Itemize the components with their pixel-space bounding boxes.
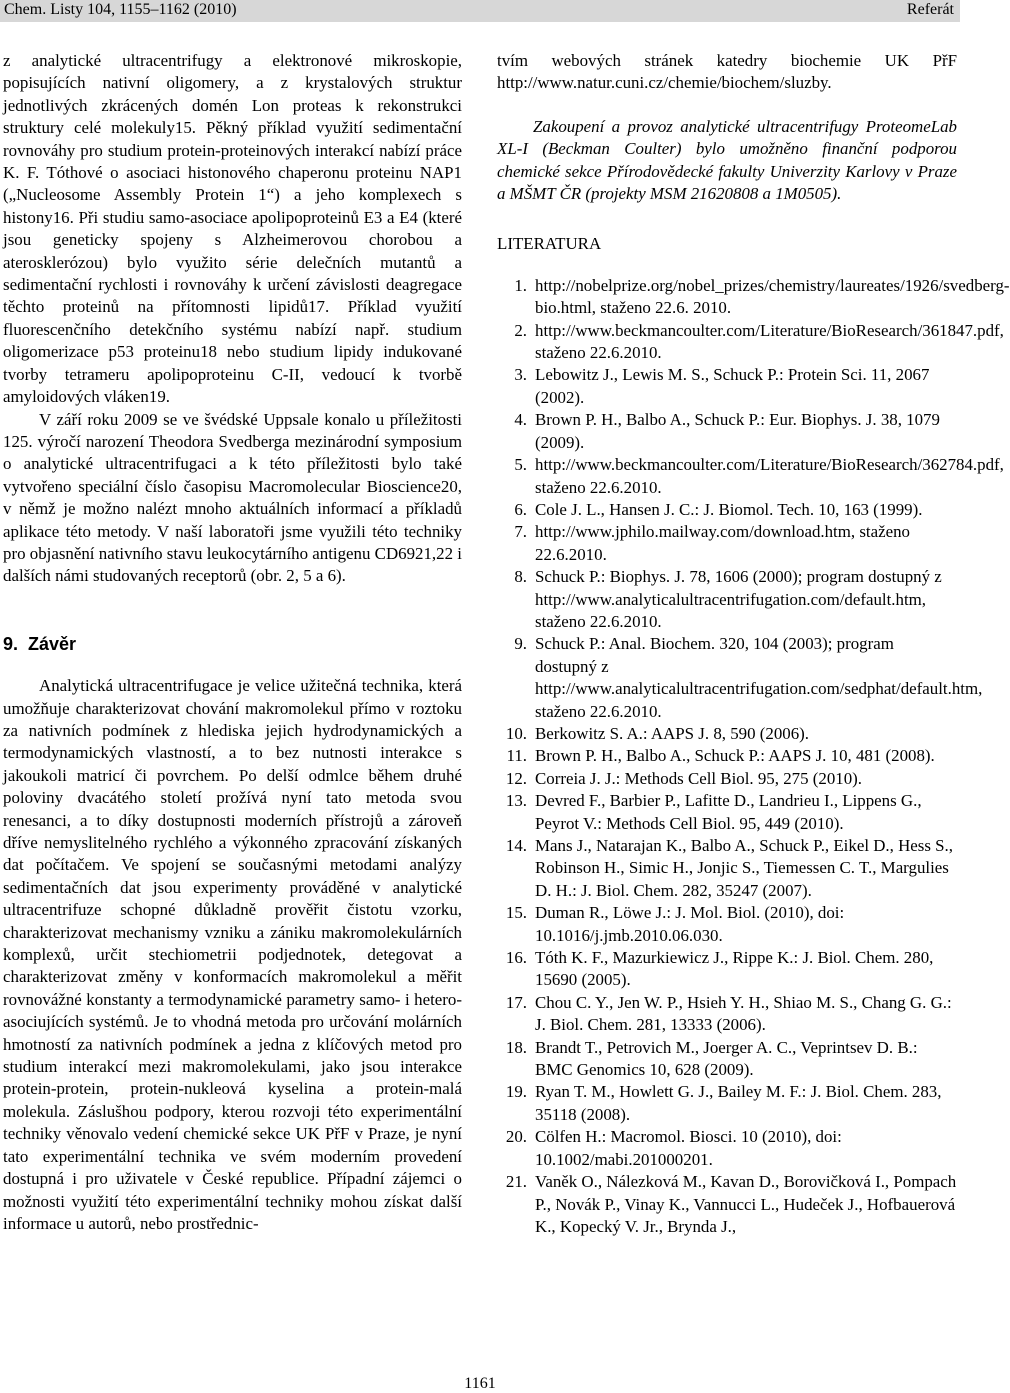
reference-number: 17. bbox=[505, 992, 527, 1012]
literature-heading: LITERATURA bbox=[497, 234, 602, 254]
reference-text: http://www.beckmancoulter.com/Literature/BioResearch/362784.pdf, staženo 22.6.2010. bbox=[535, 455, 1004, 497]
reference-text: Ryan T. M., Howlett G. J., Bailey M. F.: J. Biol. Chem. 283, 35118 (2008). bbox=[535, 1082, 942, 1124]
reference-number: 9. bbox=[514, 634, 527, 654]
reference-text: Brandt T., Petrovich M., Joerger A. C., Veprintsev D. B.: BMC Genomics 10, 628 (2009). bbox=[535, 1037, 918, 1080]
reference-text: Cole J. L., Hansen J. C.: J. Biomol. Tech. 10, 163 (1999). bbox=[535, 499, 923, 519]
reference-item bbox=[497, 1126, 957, 1171]
running-header bbox=[0, 0, 960, 22]
section-number: 9. bbox=[3, 633, 19, 654]
reference-item bbox=[497, 633, 983, 723]
reference-text: Brown P. H., Balbo A., Schuck P.: AAPS J. 10, 481 (2008). bbox=[535, 746, 935, 766]
reference-item bbox=[497, 364, 957, 409]
reference-number: 2. bbox=[514, 320, 527, 340]
reference-number: 18. bbox=[505, 1037, 527, 1057]
reference-text: Duman R., Löwe J.: J. Mol. Biol. (2010), doi: 10.1016/j.jmb.2010.06.030. bbox=[535, 903, 845, 945]
reference-text: Cölfen H.: Macromol. Biosci. 10 (2010), doi: 10.1002/mabi.201000201. bbox=[535, 1127, 842, 1169]
reference-item bbox=[497, 521, 957, 566]
reference-number: 7. bbox=[514, 522, 527, 542]
left-column bbox=[3, 50, 462, 1235]
reference-text: Schuck P.: Biophys. J. 78, 1606 (2000); program dostupný z http://www.analyticalultracentrifugation.com/default.htm, staženo 22.6.2010. bbox=[535, 567, 942, 631]
reference-text: Mans J., Natarajan K., Balbo A., Schuck P., Eikel D., Hess S., Robinson H., Simic H., Jonjic S., Tiemessen C. T., Margulies D. H.: J. Biol. Chem. 282, 35247 (2007). bbox=[535, 836, 954, 900]
reference-text: Vaněk O., Nálezková M., Kavan D., Borovičková I., Pompach P., Novák P., Vinay K., Vannucci L., Hudeček J., Hofbauerová K., Kopecký V. Jr., Brynda J., bbox=[535, 1172, 957, 1236]
reference-number: 11. bbox=[506, 746, 527, 766]
reference-item bbox=[497, 835, 957, 902]
reference-item bbox=[497, 1081, 957, 1126]
reference-text: Correia J. J.: Methods Cell Biol. 95, 275 (2010). bbox=[535, 768, 863, 788]
reference-number: 6. bbox=[514, 499, 527, 519]
reference-item bbox=[497, 320, 1004, 365]
reference-number: 15. bbox=[505, 903, 527, 923]
section-label: Referát bbox=[906, 1, 954, 18]
reference-item bbox=[497, 790, 957, 835]
reference-text: Berkowitz S. A.: AAPS J. 8, 590 (2006). bbox=[535, 723, 810, 743]
reference-number: 16. bbox=[505, 948, 527, 968]
reference-list bbox=[497, 275, 1010, 1238]
reference-item bbox=[497, 566, 957, 633]
paragraph-continuation: tvím webových stránek katedry biochemie UK PřF http://www.natur.cuni.cz/chemie/biochem/sluzby. bbox=[497, 51, 957, 93]
reference-text: Tóth K. F., Mazurkiewicz J., Rippe K.: J. Biol. Chem. 280, 15690 (2005). bbox=[535, 948, 934, 990]
reference-number: 10. bbox=[505, 723, 527, 743]
reference-text: http://www.jphilo.mailway.com/download.htm, staženo 22.6.2010. bbox=[535, 522, 910, 564]
reference-item bbox=[497, 275, 1010, 320]
reference-number: 8. bbox=[514, 567, 527, 587]
reference-item bbox=[497, 1171, 957, 1238]
reference-number: 14. bbox=[505, 836, 527, 855]
reference-text: Brown P. H., Balbo A., Schuck P.: Eur. Biophys. J. 38, 1079 (2009). bbox=[535, 410, 940, 452]
acknowledgement: Zakoupení a provoz analytické ultracentrifugy ProteomeLab XL-I (Beckman Coulter) bylo umožněno finanční podporou chemické sekce Přírodovědecké fakulty Univerzity Karlovy v Praze a MŠMT ČR (projekty MSM 21620808 a 1M0505). bbox=[497, 116, 957, 204]
reference-item bbox=[497, 902, 957, 947]
paragraph-conclusion: Analytická ultracentrifugace je velice užitečná technika, která umožňuje charakterizovat chování makromolekul přímo v roztoku za nativních podmínek z hlediska jejich hydrodynamických a termodynamických vlastností, a to bez nutnosti interakce s jakoukoli matricí či povrchem. Po delší odmlce během druhé poloviny dvacátého století prožívá nyní tato metoda svou renesanci, a to díky dostupnosti moderních přístrojů a zároveň dříve nemyslitelného rychlého a výkonného zpracování získaných dat počítačem. Ve spojení se současnými metodami analýzy sedimentačních dat jsou experimenty prováděné v analytické ultracentrifuze schopné důkladně prověřit čistotu vzorku, charakterizovat mechanismy vzniku a zániku makromolekulárních komplexů, určit stechiometrii podjednotek, detegovat a charakterizovat změny v konformacích makromolekul a měřit rovnovážné konstanty a termodynamické parametry samo- i hetero-asociujících systémů. Je to vhodná metoda pro určování molárních hmotností za nativních podmínek a jedna z klíčových metod pro studium interakcí mezi makromolekulami, jako jsou interakce protein-protein, protein-nukleová kyselina a protein-malá molekula. Záslušhou podpory, kterou rozvoji této experimentální techniky věnovalo vedení chemické sekce UK PřF v Praze, je nyní tato experimentální technika ve svém moderním provedení dostupná i pro uživatele v České republice. Případní zájemci o možnosti využití této experimentální techniky mohou získat další informace u autorů, nebo prostřednic- bbox=[3, 676, 462, 1233]
reference-text: http://nobelprize.org/nobel_prizes/chemistry/laureates/1926/svedberg-bio.html, staženo 22.6. 2010. bbox=[535, 275, 1010, 318]
reference-number: 4. bbox=[514, 410, 527, 430]
reference-item bbox=[497, 745, 957, 767]
reference-item bbox=[497, 947, 957, 992]
reference-text: Lebowitz J., Lewis M. S., Schuck P.: Protein Sci. 11, 2067 (2002). bbox=[535, 365, 930, 407]
reference-item bbox=[497, 723, 957, 745]
reference-number: 1. bbox=[514, 275, 527, 295]
reference-number: 12. bbox=[505, 768, 527, 788]
reference-item bbox=[497, 1037, 957, 1082]
reference-text: http://www.beckmancoulter.com/Literature/BioResearch/361847.pdf, staženo 22.6.2010. bbox=[535, 320, 1004, 363]
section-heading-conclusion bbox=[3, 633, 462, 655]
reference-number: 3. bbox=[514, 365, 527, 385]
reference-number: 20. bbox=[505, 1127, 527, 1147]
journal-citation: Chem. Listy 104, 1155–1162 (2010) bbox=[4, 1, 237, 18]
reference-number: 21. bbox=[505, 1172, 527, 1192]
reference-number: 19. bbox=[505, 1082, 527, 1102]
page-number: 1161 bbox=[464, 1375, 496, 1392]
reference-text: Chou C. Y., Jen W. P., Hsieh Y. H., Shiao M. S., Chang G. G.: J. Biol. Chem. 281, 13333 (2006). bbox=[535, 992, 952, 1035]
reference-item bbox=[497, 499, 957, 521]
reference-item bbox=[497, 454, 1004, 499]
reference-text: Devred F., Barbier P., Lafitte D., Landrieu I., Lippens G., Peyrot V.: Methods Cell Biol. 95, 449 (2010). bbox=[535, 791, 922, 833]
section-title: Závěr bbox=[28, 633, 77, 654]
reference-text: Schuck P.: Anal. Biochem. 320, 104 (2003); program dostupný z http://www.analyticalultracentrifugation.com/sedphat/default.htm, staženo 22.6.2010. bbox=[535, 634, 983, 721]
paragraph-continued: z analytické ultracentrifugy a elektronové mikroskopie, popisujících nativní oligomery, a z krystalových struktur jednotlivých zkrácených domén Lon proteas k rekonstrukci struktury celé molekuly15. Pěkný příklad využití sedimentační rovnováhy pro studium protein-proteinových interakcí nabízí práce K. F. Tóthové o asociaci histonového chaperonu proteinu NAP1 („Nucleosome Assembly Protein 1“) a jeho komplexech s histony16. Při studiu samo-asociace apolipoproteinů E3 a E4 (které jsou geneticky spojeny s Alzheimerovou chorobou a aterosklerózou) bylo využito série delečních mutantů a sedimentační rychlosti i rovnováhy k určení závislosti deagregace těchto proteinů na přítomnosti lipidů17. Příklad využití fluorescenčního detekčního systému nabízí např. studium oligomerizace p53 proteinu18 nebo studium lipidy indukované tvorby tetrameru apolipoproteinu C-II, vedoucí k tvorbě amyloidových vláken19. bbox=[3, 51, 462, 407]
reference-item bbox=[497, 992, 957, 1037]
paragraph-symposium: V září roku 2009 se ve švédské Uppsale konalo u příležitosti 125. výročí narození Theodora Svedberga mezinárodní symposium o analytické ultracentrifugaci a k této příležitosti bylo také vytvořeno speciální číslo časopisu Macromolecular Bioscience20, v němž je možno nalézt mnoho aktuálních informací a příkladů aplikace této metody. V naší laboratoři jsme využili této techniky pro objasnění nativního stavu leukocytárního antigenu CD6921,22 i dalších námi studovaných receptorů (obr. 2, 5 a 6). bbox=[3, 409, 462, 586]
reference-item bbox=[497, 768, 957, 790]
right-column bbox=[497, 50, 1010, 1238]
reference-number: 5. bbox=[514, 455, 527, 475]
reference-item bbox=[497, 409, 957, 454]
reference-number: 13. bbox=[505, 791, 527, 811]
